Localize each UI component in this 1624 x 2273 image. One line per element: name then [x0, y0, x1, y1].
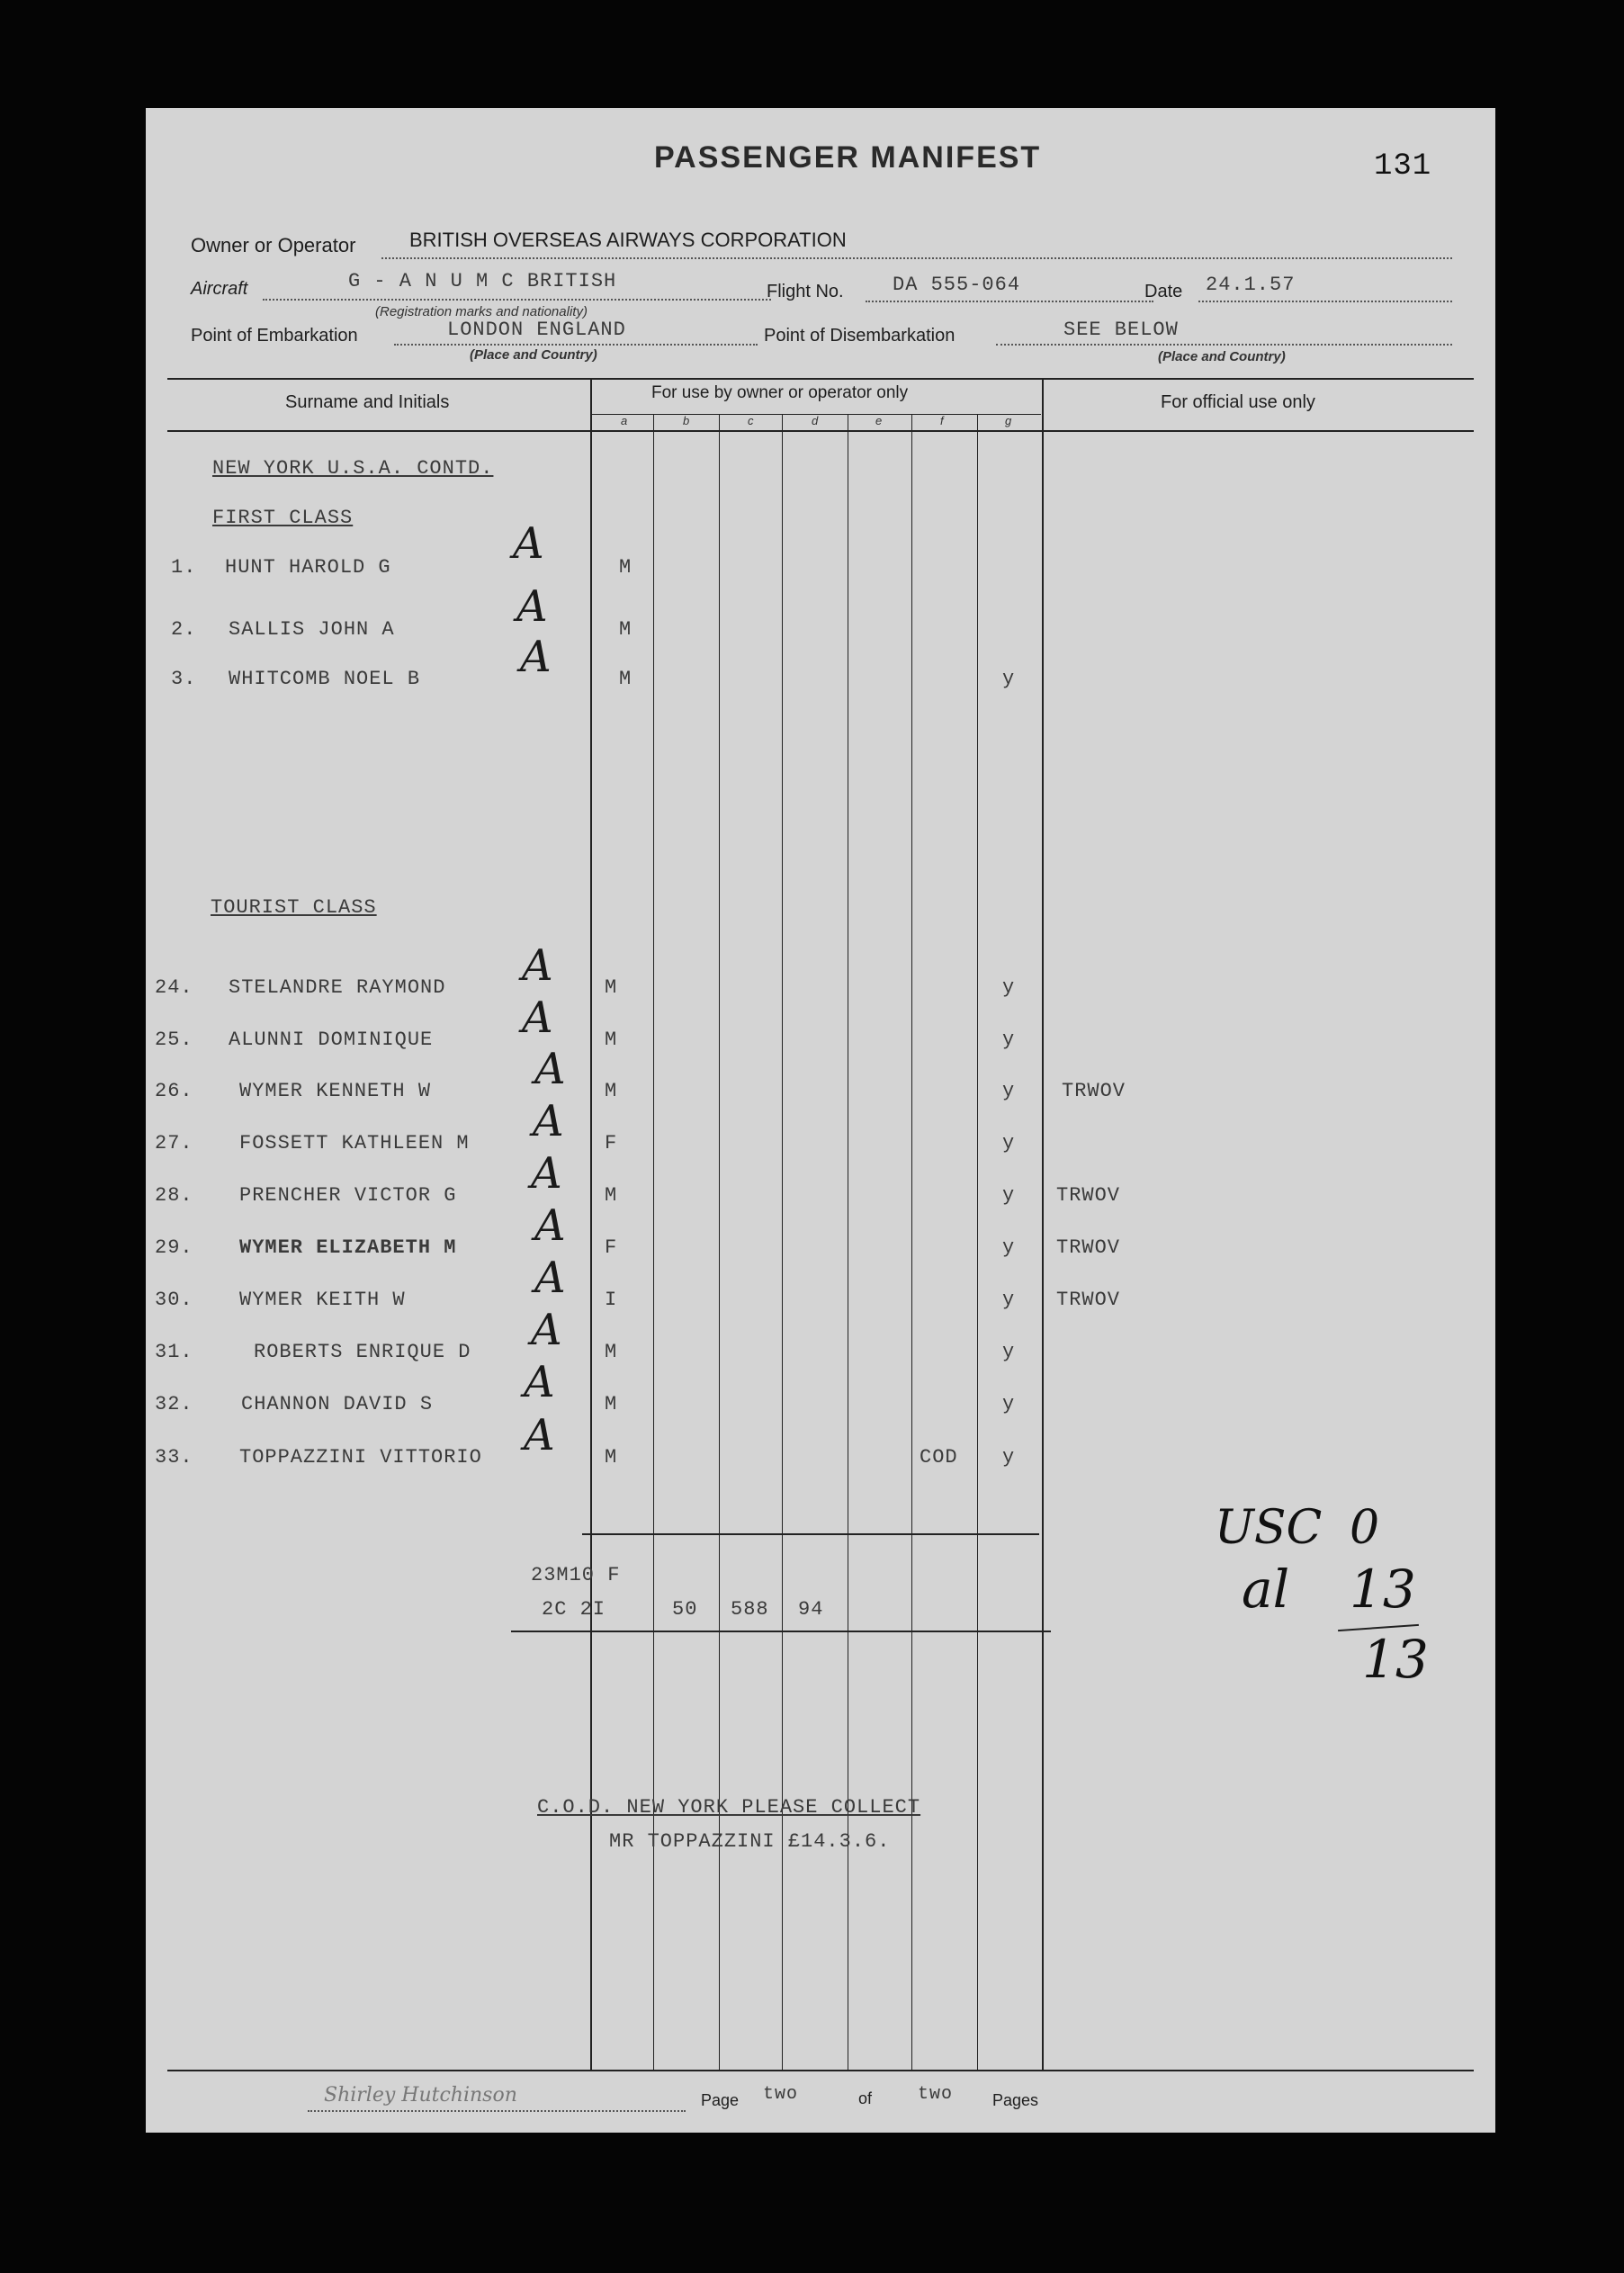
cell-f: COD — [920, 1446, 958, 1469]
approval-mark: A — [520, 632, 552, 682]
approval-mark: A — [516, 581, 548, 632]
col-official-use-header: For official use only — [1161, 392, 1315, 412]
approval-mark: A — [534, 1200, 566, 1251]
approval-mark: A — [522, 993, 553, 1043]
first-class-heading: FIRST CLASS — [212, 507, 354, 529]
passenger-name: STELANDRE RAYMOND — [229, 976, 446, 999]
page-title: PASSENGER MANIFEST — [654, 140, 1042, 175]
row-number: 1. — [171, 556, 197, 579]
footer-of-value: two — [918, 2084, 954, 2105]
cell-a: M — [605, 1080, 618, 1102]
row-number: 28. — [155, 1184, 193, 1207]
cell-a: M — [619, 556, 633, 579]
row-number: 2. — [171, 618, 197, 641]
embarkation-value: LONDON ENGLAND — [447, 319, 626, 341]
al-total: 13 — [1362, 1629, 1429, 1690]
cell-a: M — [605, 1393, 618, 1415]
sub-col-e: e — [875, 414, 883, 427]
disembarkation-value: SEE BELOW — [1063, 319, 1179, 341]
totals-line1: 23M10 F — [531, 1564, 621, 1586]
cell-a: F — [605, 1236, 618, 1259]
flight-label: Flight No. — [767, 282, 844, 301]
row-number: 25. — [155, 1029, 193, 1051]
cell-g: y — [1002, 1289, 1016, 1311]
row-number: 26. — [155, 1080, 193, 1102]
embarkation-note: (Place and Country) — [470, 347, 597, 363]
passenger-name: TOPPAZZINI VITTORIO — [239, 1446, 482, 1469]
cell-g: y — [1002, 1132, 1016, 1154]
cod-note-line1: C.O.D. NEW YORK PLEASE COLLECT — [537, 1796, 921, 1819]
cell-a: M — [605, 1341, 618, 1363]
approval-mark: A — [534, 1044, 566, 1094]
footer-pages-label: Pages — [992, 2091, 1039, 2109]
cell-a: I — [605, 1289, 618, 1311]
owner-label: Owner or Operator — [191, 234, 356, 256]
approval-mark: A — [524, 1410, 555, 1460]
row-number: 24. — [155, 976, 193, 999]
row-number: 3. — [171, 668, 197, 690]
approval-mark: A — [533, 1096, 564, 1146]
cell-a: M — [605, 976, 618, 999]
sub-col-d: d — [812, 414, 819, 427]
official-use: TRWOV — [1056, 1184, 1121, 1207]
row-number: 33. — [155, 1446, 193, 1469]
cell-a: M — [605, 1029, 618, 1051]
cell-g: y — [1002, 668, 1016, 690]
totals-line2: 2C 2I — [542, 1598, 606, 1621]
owner-value: BRITISH OVERSEAS AIRWAYS CORPORATION — [409, 229, 847, 251]
cell-g: y — [1002, 1446, 1016, 1469]
approval-mark: A — [524, 1357, 555, 1407]
row-number: 30. — [155, 1289, 193, 1311]
passenger-name: ALUNNI DOMINIQUE — [229, 1029, 434, 1051]
col-owner-use-header: For use by owner or operator only — [651, 383, 909, 402]
totals-b: 50 — [672, 1598, 698, 1621]
date-value: 24.1.57 — [1206, 274, 1296, 296]
aircraft-note: (Registration marks and nationality) — [375, 304, 588, 319]
sub-col-c: c — [748, 414, 754, 427]
al-label: al — [1242, 1559, 1290, 1620]
passenger-name: WYMER ELIZABETH M — [239, 1236, 457, 1259]
destination-heading: NEW YORK U.S.A. CONTD. — [212, 457, 494, 480]
cell-g: y — [1002, 1184, 1016, 1207]
approval-mark: A — [534, 1253, 566, 1303]
footer-of-label: of — [858, 2089, 873, 2107]
page-number: 131 — [1374, 149, 1432, 184]
row-number: 31. — [155, 1341, 193, 1363]
cell-g: y — [1002, 1029, 1016, 1051]
passenger-name: PRENCHER VICTOR G — [239, 1184, 457, 1207]
passenger-name: FOSSETT KATHLEEN M — [239, 1132, 470, 1154]
cell-g: y — [1002, 976, 1016, 999]
approval-mark: A — [531, 1305, 562, 1355]
row-number: 32. — [155, 1393, 193, 1415]
footer-page-value: two — [763, 2084, 799, 2105]
cell-a: M — [605, 1446, 618, 1469]
signature: Shirley Hutchinson — [324, 2084, 517, 2107]
official-use: TRWOV — [1056, 1236, 1121, 1259]
approval-mark: A — [513, 518, 544, 569]
totals-c: 588 — [731, 1598, 769, 1621]
passenger-name: ROBERTS ENRIQUE D — [254, 1341, 471, 1363]
sub-col-f: f — [940, 414, 944, 427]
flight-value: DA 555-064 — [893, 274, 1021, 296]
approval-mark: A — [531, 1148, 562, 1199]
cell-a: F — [605, 1132, 618, 1154]
manifest-sheet — [146, 108, 1495, 2133]
cell-g: y — [1002, 1341, 1016, 1363]
al-value: 13 — [1350, 1559, 1416, 1620]
cell-a: M — [619, 618, 633, 641]
row-number: 27. — [155, 1132, 193, 1154]
sub-col-g: g — [1005, 414, 1012, 427]
date-label: Date — [1144, 282, 1183, 301]
approval-mark: A — [522, 940, 553, 991]
embarkation-label: Point of Embarkation — [191, 326, 358, 346]
disembarkation-note: (Place and Country) — [1158, 349, 1286, 364]
sub-col-a: a — [621, 414, 628, 427]
footer-page-label: Page — [701, 2091, 740, 2109]
cell-g: y — [1002, 1393, 1016, 1415]
cell-a: M — [605, 1184, 618, 1207]
passenger-name: WHITCOMB NOEL B — [229, 668, 421, 690]
passenger-name: SALLIS JOHN A — [229, 618, 395, 641]
cell-g: y — [1002, 1236, 1016, 1259]
totals-d: 94 — [798, 1598, 824, 1621]
tourist-class-heading: TOURIST CLASS — [211, 896, 377, 919]
passenger-name: CHANNON DAVID S — [241, 1393, 434, 1415]
aircraft-value: G - A N U M C BRITISH — [348, 270, 617, 292]
cell-g: y — [1002, 1080, 1016, 1102]
official-use: TRWOV — [1056, 1289, 1121, 1311]
cod-note-line2: MR TOPPAZZINI £14.3.6. — [609, 1830, 891, 1853]
passenger-name: WYMER KENNETH W — [239, 1080, 432, 1102]
row-number: 29. — [155, 1236, 193, 1259]
official-use: TRWOV — [1062, 1080, 1126, 1102]
passenger-name: HUNT HAROLD G — [225, 556, 391, 579]
aircraft-label: Aircraft — [191, 279, 248, 299]
disembarkation-label: Point of Disembarkation — [764, 326, 956, 346]
cell-a: M — [619, 668, 633, 690]
passenger-name: WYMER KEITH W — [239, 1289, 406, 1311]
usc-value: 0 — [1350, 1501, 1380, 1555]
col-surname-header: Surname and Initials — [285, 392, 450, 412]
usc-label: USC — [1215, 1501, 1323, 1555]
sub-col-b: b — [683, 414, 690, 427]
